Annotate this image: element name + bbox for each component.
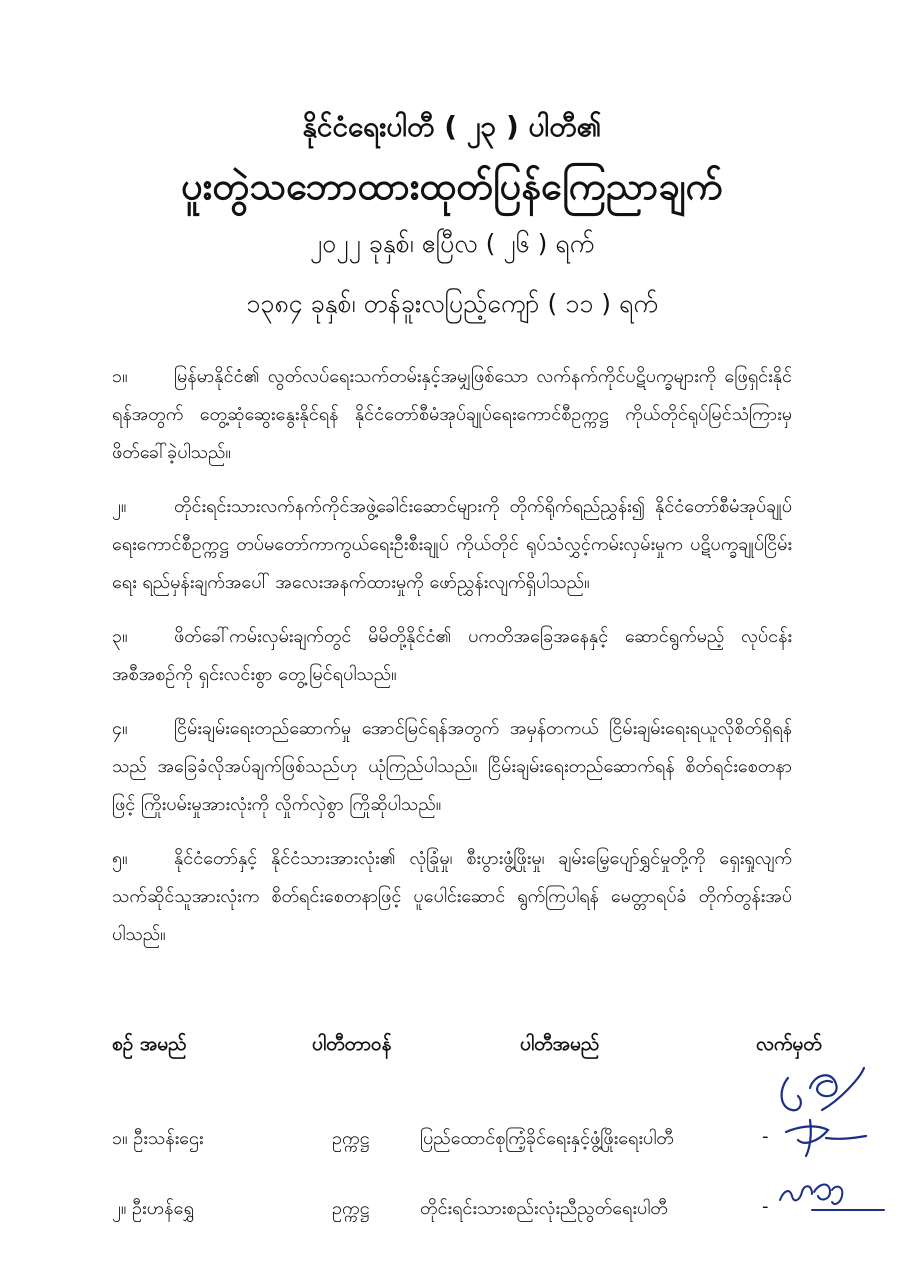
paragraph-number: ၁။ [112, 366, 128, 387]
paragraph-text: ငြိမ်းချမ်းရေးတည်ဆောက်မှု အောင်မြင်ရန်အတွက် အမှန်တကယ် ငြိမ်းချမ်းရေးရယူလိုစိတ်ရှိရန်သည် အခြေခံလိုအပ်ချက်ဖြစ်သည်ဟု ယုံကြည်ပါသည်။ ငြိမ်းချမ်းရေးတည်ဆောက်ရန် စိတ်ရင်းစေတနာဖြင့် ကြိုးပမ်းမှုအားလုံးကို လှိုက်လှဲစွာ ကြိုဆိုပါသည်။ [112, 718, 792, 815]
signatory-party: တိုင်းရင်းသားစည်းလုံးညီညွတ်ရေးပါတီ [420, 1198, 668, 1219]
signature-2 [776, 1170, 886, 1220]
paragraph-5 [112, 840, 792, 954]
paragraph-number: ၂။ [112, 496, 127, 517]
signatory-row [0, 1196, 904, 1226]
paragraph-number: ၅။ [112, 848, 128, 869]
statement-body [112, 358, 792, 970]
signatory-position: ဥက္ကဋ္ဌ [332, 1128, 370, 1149]
signature-1 [770, 1060, 880, 1160]
signatory-name: ၁။ ဦးသန်းဌေး [112, 1128, 204, 1149]
signatory-row [0, 1126, 904, 1156]
header-signature: လက်မှတ် [756, 1033, 822, 1055]
document-title: ပူးတွဲသဘောထားထုတ်ပြန်ကြေညာချက် [181, 164, 723, 208]
gregorian-date: ၂၀၂၂ ခုနှစ်၊ ဧပြီလ ( ၂၆ ) ရက် [309, 229, 595, 258]
header-no-name: စဉ် အမည် [112, 1033, 187, 1055]
row-dash: - [762, 1126, 769, 1147]
paragraph-number: ၃။ [112, 626, 128, 647]
paragraph-1 [112, 358, 792, 472]
row-dash: - [762, 1196, 769, 1217]
signatory-table-header [0, 1032, 904, 1060]
paragraph-text: မြန်မာနိုင်ငံ၏ လွတ်လပ်ရေးသက်တမ်းနှင့်အမျှဖြစ်သော လက်နက်ကိုင်ပဋိပက္ခများကို ဖြေရှင်းနိုင်ရန်အတွက် တွေ့ဆုံဆွေးနွေးနိုင်ရန် နိုင်ငံတော်စီမံအုပ်ချုပ်ရေးကောင်စီဥက္ကဋ္ဌ ကိုယ်တိုင်ရုပ်မြင်သံကြားမှ ဖိတ်ခေါ်ခဲ့ပါသည်။ [112, 366, 792, 463]
paragraph-number: ၄။ [112, 718, 128, 739]
party-count-line: နိုင်ငံရေးပါတီ ( ၂၃ ) ပါတီ၏ [302, 110, 602, 143]
paragraph-4 [112, 710, 792, 824]
paragraph-text: ဖိတ်ခေါ်ကမ်းလှမ်းချက်တွင် မိမိတို့နိုင်ငံ၏ ပကတိအခြေအနေနှင့် ဆောင်ရွက်မည့် လုပ်ငန်းအစီအစဉ်ကို ရှင်းလင်းစွာ တွေ့မြင်ရပါသည်။ [112, 626, 792, 685]
paragraph-text: တိုင်းရင်းသားလက်နက်ကိုင်အဖွဲ့ခေါင်းဆောင်များကို တိုက်ရိုက်ရည်ညွှန်း၍ နိုင်ငံတော်စီမံအုပ်ချုပ်ရေးကောင်စီဥက္ကဋ္ဌ တပ်မတော်ကာကွယ်ရေးဦးစီးချုပ် ကိုယ်တိုင် ရုပ်သံလွှင့်ကမ်းလှမ်းမှုက ပဋိပက္ခချုပ်ငြိမ်းရေး ရည်မှန်းချက်အပေါ် အလေးအနက်ထားမှုကို ဖော်ညွှန်းလျက်ရှိပါသည်။ [112, 496, 792, 593]
paragraph-text: နိုင်ငံတော်နှင့် နိုင်ငံသားအားလုံး၏ လုံခြုံမှု၊ စီးပွားဖွံ့ဖြိုးမှု၊ ချမ်းမြေ့ပျော်ရွှင်မှုတို့ကို ရှေးရှုလျက် သက်ဆိုင်သူအားလုံးက စိတ်ရင်းစေတနာဖြင့် ပူပေါင်းဆောင် ရွက်ကြပါရန် မေတ္တာရပ်ခံ တိုက်တွန်းအပ်ပါသည်။ [112, 848, 792, 945]
header-position: ပါတီတာဝန် [312, 1033, 392, 1055]
signatory-name: ၂။ ဦးဟန်ရွှေ [112, 1198, 194, 1219]
header-party: ပါတီအမည် [520, 1033, 600, 1055]
signatory-position: ဥက္ကဋ္ဌ [332, 1198, 370, 1219]
signatory-party: ပြည်ထောင်စုကြံ့ခိုင်ရေးနှင့်ဖွံ့ဖြိုးရေးပါတီ [420, 1128, 674, 1149]
myanmar-date: ၁၃၈၄ ခုနှစ်၊ တန်ခူးလပြည့်ကျော် ( ၁၁ ) ရက် [246, 289, 658, 318]
paragraph-3 [112, 618, 792, 694]
paragraph-2 [112, 488, 792, 602]
